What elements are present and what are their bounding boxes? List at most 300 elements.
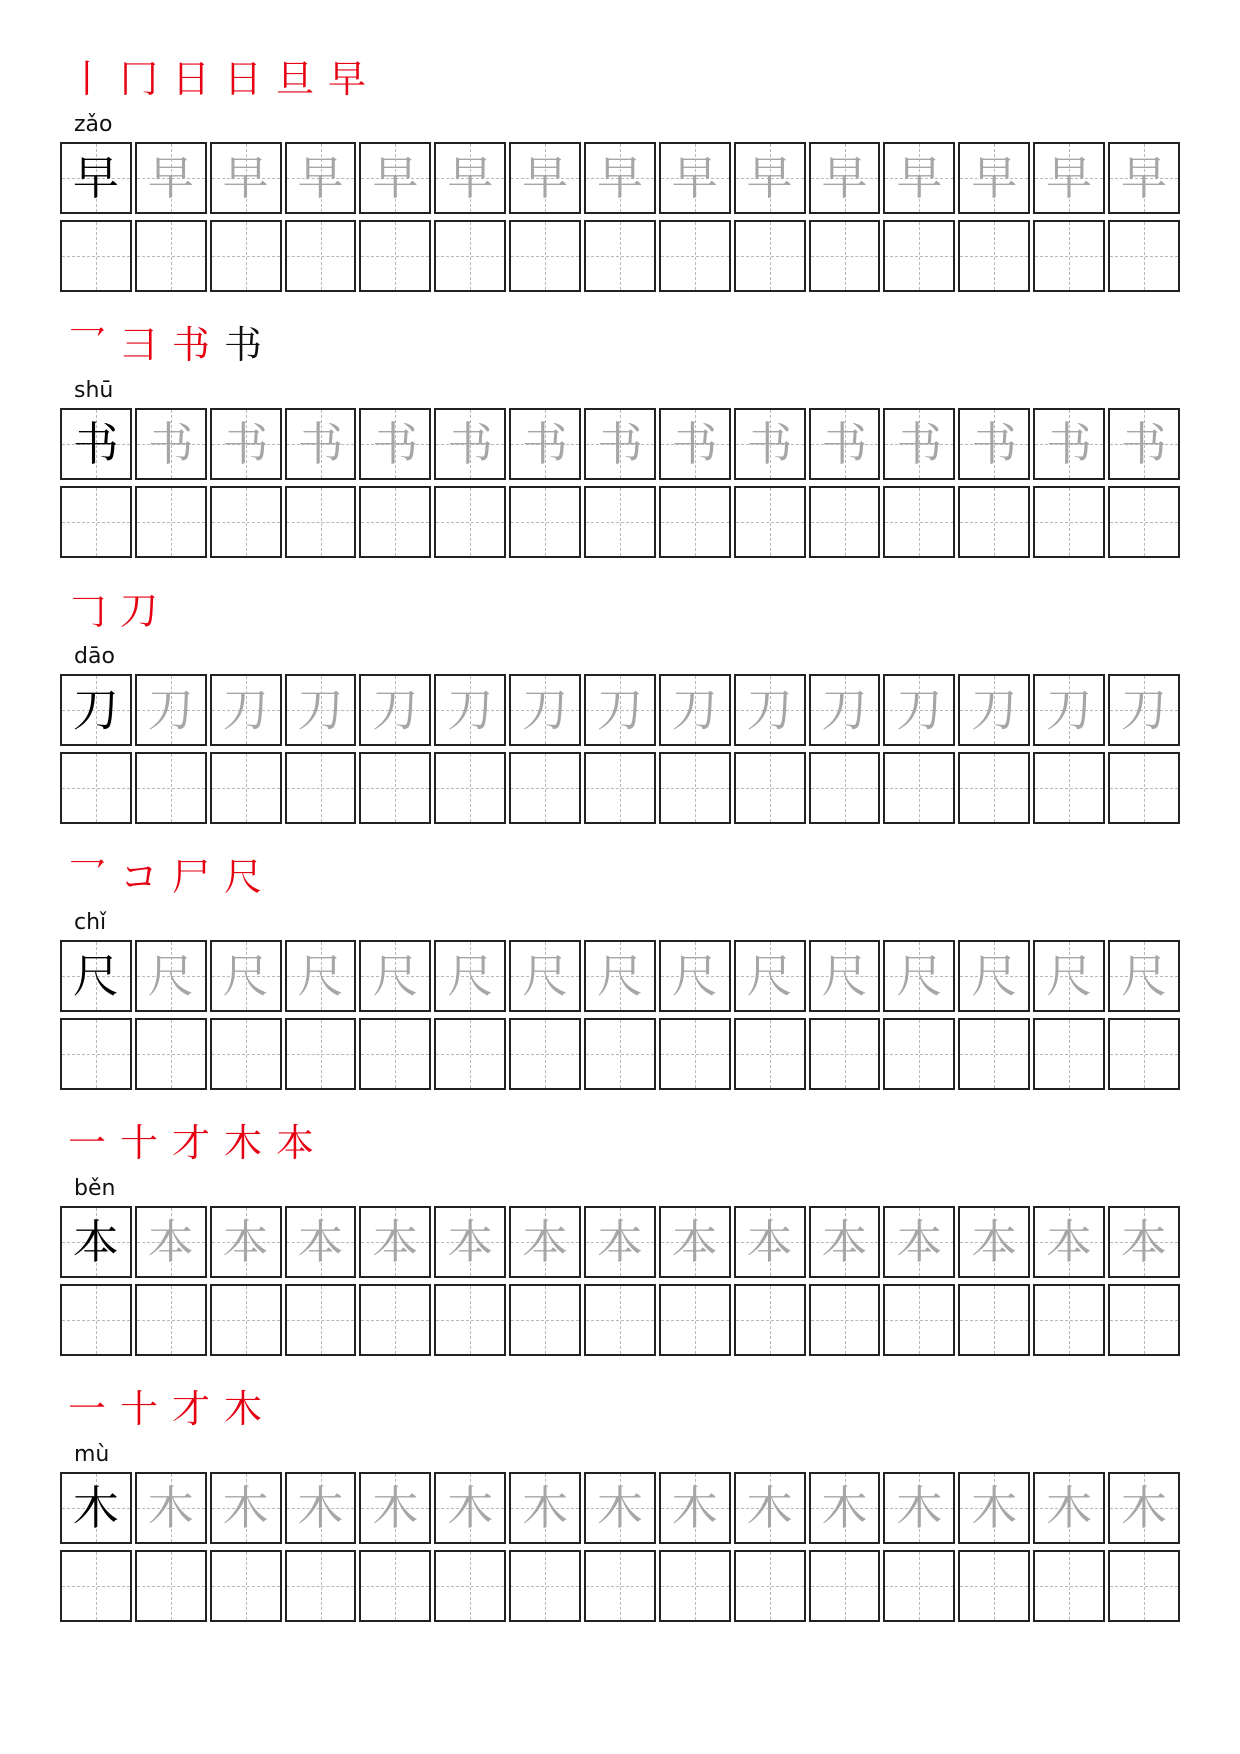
tracing-cell[interactable]: [509, 1472, 581, 1544]
model-cell[interactable]: [60, 1472, 132, 1544]
tracing-cell[interactable]: [734, 940, 806, 1012]
tracing-character: 本: [297, 1215, 344, 1269]
tracing-cell[interactable]: [135, 142, 207, 214]
tracing-character: 尺: [971, 949, 1018, 1003]
tracing-character: 早: [522, 151, 569, 205]
model-cell[interactable]: [60, 1206, 132, 1278]
practice-cell[interactable]: [509, 486, 581, 558]
tracing-cell[interactable]: [734, 408, 806, 480]
practice-cell[interactable]: [434, 220, 506, 292]
tracing-character: 木: [447, 1481, 494, 1535]
tracing-character: 本: [1046, 1215, 1093, 1269]
tracing-character: 早: [222, 151, 269, 205]
tracing-cell[interactable]: [958, 674, 1030, 746]
practice-cell[interactable]: [734, 1550, 806, 1622]
practice-row: [60, 220, 1180, 292]
practice-cell[interactable]: [1108, 1018, 1180, 1090]
tracing-cell[interactable]: [285, 1472, 357, 1544]
practice-cell[interactable]: [1033, 220, 1105, 292]
tracing-cell[interactable]: [434, 142, 506, 214]
model-cell[interactable]: [60, 408, 132, 480]
tracing-cell[interactable]: [584, 1206, 656, 1278]
tracing-cell[interactable]: [210, 408, 282, 480]
practice-cell[interactable]: [809, 752, 881, 824]
tracing-character: 木: [147, 1481, 194, 1535]
practice-cell[interactable]: [809, 220, 881, 292]
tracing-cell[interactable]: [734, 142, 806, 214]
pinyin-label: shū: [74, 378, 114, 403]
tracing-cell[interactable]: [135, 408, 207, 480]
practice-cell[interactable]: [359, 1284, 431, 1356]
stroke-step: 一: [67, 1121, 106, 1165]
tracing-cell[interactable]: [809, 142, 881, 214]
practice-cell[interactable]: [958, 1550, 1030, 1622]
tracing-character: 刀: [1120, 683, 1167, 737]
practice-cell[interactable]: [509, 1018, 581, 1090]
tracing-cell[interactable]: [359, 408, 431, 480]
tracing-cell[interactable]: [883, 142, 955, 214]
stroke-step: 早: [327, 57, 366, 101]
tracing-cell[interactable]: [584, 940, 656, 1012]
tracing-cell[interactable]: [434, 408, 506, 480]
tracing-character: 刀: [821, 683, 868, 737]
tracing-cell[interactable]: [883, 1472, 955, 1544]
tracing-character: 书: [971, 417, 1018, 471]
tracing-character: 本: [671, 1215, 718, 1269]
tracing-cell[interactable]: [958, 1472, 1030, 1544]
tracing-cell[interactable]: [1108, 408, 1180, 480]
practice-cell[interactable]: [659, 486, 731, 558]
tracing-cell[interactable]: [509, 940, 581, 1012]
tracing-row: [60, 940, 1180, 1012]
tracing-row: [60, 1206, 1180, 1278]
practice-cell[interactable]: [434, 1018, 506, 1090]
practice-cell[interactable]: [734, 1284, 806, 1356]
tracing-character: 本: [222, 1215, 269, 1269]
tracing-cell[interactable]: [434, 674, 506, 746]
tracing-character: 书: [447, 417, 494, 471]
practice-cell[interactable]: [285, 752, 357, 824]
model-cell[interactable]: [60, 940, 132, 1012]
tracing-cell[interactable]: [584, 142, 656, 214]
tracing-character: 早: [821, 151, 868, 205]
character-section-zǎo: [60, 52, 1180, 318]
tracing-cell[interactable]: [434, 1206, 506, 1278]
tracing-character: 早: [896, 151, 943, 205]
practice-cell[interactable]: [359, 752, 431, 824]
tracing-character: 本: [821, 1215, 868, 1269]
practice-cell[interactable]: [659, 1284, 731, 1356]
practice-cell[interactable]: [60, 220, 132, 292]
tracing-cell[interactable]: [584, 674, 656, 746]
practice-cell[interactable]: [60, 1284, 132, 1356]
model-character: 书: [72, 417, 119, 471]
practice-cell[interactable]: [1108, 486, 1180, 558]
practice-row: [60, 1018, 1180, 1090]
tracing-cell[interactable]: [584, 1472, 656, 1544]
tracing-cell[interactable]: [958, 142, 1030, 214]
character-section-chǐ: [60, 850, 1180, 1116]
tracing-cell[interactable]: [135, 1206, 207, 1278]
practice-row: [60, 1550, 1180, 1622]
model-character: 尺: [72, 949, 119, 1003]
tracing-character: 早: [297, 151, 344, 205]
practice-cell[interactable]: [285, 486, 357, 558]
tracing-cell[interactable]: [1033, 142, 1105, 214]
tracing-character: 书: [1120, 417, 1167, 471]
worksheet: [60, 52, 1180, 1648]
tracing-cell[interactable]: [359, 940, 431, 1012]
practice-cell[interactable]: [659, 220, 731, 292]
practice-cell[interactable]: [584, 1284, 656, 1356]
tracing-character: 刀: [297, 683, 344, 737]
practice-cell[interactable]: [509, 220, 581, 292]
practice-cell[interactable]: [1108, 1550, 1180, 1622]
tracing-character: 早: [596, 151, 643, 205]
practice-cell[interactable]: [1033, 1284, 1105, 1356]
tracing-cell[interactable]: [659, 1206, 731, 1278]
practice-cell[interactable]: [1033, 486, 1105, 558]
practice-cell[interactable]: [584, 486, 656, 558]
tracing-cell[interactable]: [809, 674, 881, 746]
practice-cell[interactable]: [883, 1018, 955, 1090]
tracing-cell[interactable]: [285, 1206, 357, 1278]
tracing-character: 早: [971, 151, 1018, 205]
tracing-character: 木: [1120, 1481, 1167, 1535]
tracing-character: 本: [746, 1215, 793, 1269]
practice-cell[interactable]: [1033, 1550, 1105, 1622]
stroke-step: 才: [171, 1387, 210, 1431]
tracing-cell[interactable]: [584, 408, 656, 480]
tracing-row: [60, 408, 1180, 480]
tracing-character: 本: [147, 1215, 194, 1269]
tracing-cell[interactable]: [285, 142, 357, 214]
tracing-cell[interactable]: [509, 142, 581, 214]
tracing-cell[interactable]: [135, 1472, 207, 1544]
tracing-cell[interactable]: [883, 940, 955, 1012]
tracing-cell[interactable]: [659, 142, 731, 214]
tracing-character: 刀: [746, 683, 793, 737]
tracing-character: 书: [522, 417, 569, 471]
practice-row: [60, 1284, 1180, 1356]
practice-cell[interactable]: [359, 220, 431, 292]
practice-cell[interactable]: [509, 1550, 581, 1622]
tracing-cell[interactable]: [1033, 1206, 1105, 1278]
practice-cell[interactable]: [434, 752, 506, 824]
model-cell[interactable]: [60, 142, 132, 214]
stroke-step: 书: [223, 323, 262, 367]
practice-cell[interactable]: [584, 1550, 656, 1622]
practice-cell[interactable]: [1033, 752, 1105, 824]
tracing-cell[interactable]: [734, 1206, 806, 1278]
tracing-cell[interactable]: [1033, 940, 1105, 1012]
tracing-character: 刀: [447, 683, 494, 737]
tracing-cell[interactable]: [135, 674, 207, 746]
practice-cell[interactable]: [210, 1018, 282, 1090]
model-character: 木: [72, 1481, 119, 1535]
tracing-character: 刀: [896, 683, 943, 737]
tracing-cell[interactable]: [210, 940, 282, 1012]
practice-cell[interactable]: [883, 486, 955, 558]
practice-cell[interactable]: [210, 486, 282, 558]
practice-cell[interactable]: [809, 1284, 881, 1356]
practice-cell[interactable]: [958, 486, 1030, 558]
tracing-cell[interactable]: [285, 674, 357, 746]
tracing-character: 早: [746, 151, 793, 205]
tracing-cell[interactable]: [659, 1472, 731, 1544]
tracing-character: 刀: [147, 683, 194, 737]
practice-cell[interactable]: [285, 1284, 357, 1356]
stroke-step: 书: [171, 323, 210, 367]
tracing-cell[interactable]: [883, 674, 955, 746]
tracing-character: 书: [596, 417, 643, 471]
stroke-step: 本: [275, 1121, 314, 1165]
tracing-character: 木: [746, 1481, 793, 1535]
stroke-step: 一: [67, 1387, 106, 1431]
practice-cell[interactable]: [285, 220, 357, 292]
model-character: 早: [72, 151, 119, 205]
tracing-character: 本: [971, 1215, 1018, 1269]
tracing-cell[interactable]: [734, 674, 806, 746]
stroke-step: 乛: [67, 323, 106, 367]
practice-cell[interactable]: [958, 752, 1030, 824]
tracing-cell[interactable]: [734, 1472, 806, 1544]
tracing-character: 木: [971, 1481, 1018, 1535]
stroke-order: [60, 584, 1180, 634]
model-cell[interactable]: [60, 674, 132, 746]
practice-cell[interactable]: [135, 1550, 207, 1622]
pinyin-label: běn: [74, 1176, 116, 1201]
stroke-step: 日: [223, 57, 262, 101]
tracing-character: 本: [896, 1215, 943, 1269]
stroke-step: コ: [119, 855, 158, 899]
tracing-cell[interactable]: [210, 142, 282, 214]
practice-cell[interactable]: [734, 1018, 806, 1090]
practice-cell[interactable]: [210, 1550, 282, 1622]
tracing-cell[interactable]: [883, 1206, 955, 1278]
practice-cell[interactable]: [734, 486, 806, 558]
practice-cell[interactable]: [1108, 1284, 1180, 1356]
tracing-character: 木: [522, 1481, 569, 1535]
tracing-cell[interactable]: [1033, 1472, 1105, 1544]
practice-cell[interactable]: [434, 486, 506, 558]
practice-cell[interactable]: [359, 1550, 431, 1622]
tracing-character: 木: [596, 1481, 643, 1535]
practice-cell[interactable]: [509, 1284, 581, 1356]
tracing-cell[interactable]: [210, 674, 282, 746]
pinyin-label: chǐ: [74, 910, 107, 935]
tracing-cell[interactable]: [509, 674, 581, 746]
tracing-cell[interactable]: [1108, 940, 1180, 1012]
tracing-cell[interactable]: [1108, 674, 1180, 746]
tracing-cell[interactable]: [359, 1206, 431, 1278]
tracing-cell[interactable]: [1108, 142, 1180, 214]
character-section-běn: [60, 1116, 1180, 1382]
tracing-cell[interactable]: [135, 940, 207, 1012]
practice-cell[interactable]: [883, 220, 955, 292]
tracing-character: 早: [671, 151, 718, 205]
tracing-cell[interactable]: [883, 408, 955, 480]
stroke-step: 日: [171, 57, 210, 101]
practice-cell[interactable]: [285, 1550, 357, 1622]
character-section-shū: [60, 318, 1180, 584]
tracing-cell[interactable]: [958, 940, 1030, 1012]
practice-cell[interactable]: [958, 220, 1030, 292]
tracing-character: 本: [596, 1215, 643, 1269]
tracing-character: 木: [222, 1481, 269, 1535]
tracing-cell[interactable]: [1033, 408, 1105, 480]
practice-cell[interactable]: [509, 752, 581, 824]
stroke-step: 尺: [223, 855, 262, 899]
practice-cell[interactable]: [809, 1550, 881, 1622]
tracing-row: [60, 1472, 1180, 1544]
tracing-cell[interactable]: [359, 142, 431, 214]
stroke-step: ⺕: [119, 323, 158, 367]
practice-cell[interactable]: [659, 1550, 731, 1622]
tracing-character: 书: [372, 417, 419, 471]
tracing-cell[interactable]: [958, 1206, 1030, 1278]
tracing-cell[interactable]: [809, 940, 881, 1012]
practice-cell[interactable]: [734, 752, 806, 824]
practice-cell[interactable]: [210, 1284, 282, 1356]
tracing-character: 早: [1046, 151, 1093, 205]
model-character: 刀: [72, 683, 119, 737]
practice-cell[interactable]: [1108, 220, 1180, 292]
practice-cell[interactable]: [135, 220, 207, 292]
practice-cell[interactable]: [359, 1018, 431, 1090]
practice-cell[interactable]: [659, 1018, 731, 1090]
practice-cell[interactable]: [60, 1018, 132, 1090]
tracing-cell[interactable]: [509, 408, 581, 480]
practice-cell[interactable]: [60, 752, 132, 824]
model-character: 本: [72, 1215, 119, 1269]
tracing-character: 木: [372, 1481, 419, 1535]
character-section-mù: [60, 1382, 1180, 1648]
tracing-character: 书: [821, 417, 868, 471]
stroke-step: 木: [223, 1121, 262, 1165]
practice-cell[interactable]: [659, 752, 731, 824]
practice-cell[interactable]: [958, 1018, 1030, 1090]
tracing-character: 刀: [522, 683, 569, 737]
tracing-character: 书: [222, 417, 269, 471]
tracing-cell[interactable]: [434, 1472, 506, 1544]
tracing-character: 木: [1046, 1481, 1093, 1535]
tracing-character: 书: [1046, 417, 1093, 471]
practice-cell[interactable]: [883, 1284, 955, 1356]
practice-cell[interactable]: [584, 752, 656, 824]
tracing-cell[interactable]: [809, 1472, 881, 1544]
tracing-cell[interactable]: [809, 1206, 881, 1278]
tracing-cell[interactable]: [1108, 1472, 1180, 1544]
tracing-cell[interactable]: [1108, 1206, 1180, 1278]
tracing-character: 尺: [896, 949, 943, 1003]
tracing-character: 书: [671, 417, 718, 471]
practice-cell[interactable]: [434, 1550, 506, 1622]
tracing-character: 本: [1120, 1215, 1167, 1269]
tracing-cell[interactable]: [285, 408, 357, 480]
tracing-character: 尺: [447, 949, 494, 1003]
tracing-character: 尺: [372, 949, 419, 1003]
tracing-character: 本: [372, 1215, 419, 1269]
stroke-step: 旦: [275, 57, 314, 101]
practice-cell[interactable]: [584, 1018, 656, 1090]
stroke-step: 丨: [67, 57, 106, 101]
tracing-cell[interactable]: [509, 1206, 581, 1278]
tracing-character: 尺: [522, 949, 569, 1003]
stroke-order: [60, 1116, 1180, 1166]
tracing-character: 书: [147, 417, 194, 471]
tracing-cell[interactable]: [659, 674, 731, 746]
tracing-cell[interactable]: [285, 940, 357, 1012]
tracing-character: 尺: [1120, 949, 1167, 1003]
practice-cell[interactable]: [60, 486, 132, 558]
tracing-character: 本: [447, 1215, 494, 1269]
tracing-character: 木: [896, 1481, 943, 1535]
practice-cell[interactable]: [1108, 752, 1180, 824]
practice-cell[interactable]: [135, 486, 207, 558]
practice-cell[interactable]: [135, 1284, 207, 1356]
tracing-cell[interactable]: [434, 940, 506, 1012]
tracing-cell[interactable]: [210, 1206, 282, 1278]
practice-cell[interactable]: [1033, 1018, 1105, 1090]
practice-cell[interactable]: [883, 752, 955, 824]
tracing-cell[interactable]: [809, 408, 881, 480]
practice-cell[interactable]: [584, 220, 656, 292]
practice-cell[interactable]: [210, 752, 282, 824]
tracing-cell[interactable]: [659, 940, 731, 1012]
stroke-step: 才: [171, 1121, 210, 1165]
practice-cell[interactable]: [434, 1284, 506, 1356]
tracing-cell[interactable]: [210, 1472, 282, 1544]
tracing-cell[interactable]: [659, 408, 731, 480]
practice-sections: [60, 52, 1180, 1648]
tracing-character: 早: [447, 151, 494, 205]
tracing-character: 本: [522, 1215, 569, 1269]
practice-cell[interactable]: [883, 1550, 955, 1622]
tracing-character: 书: [297, 417, 344, 471]
tracing-character: 尺: [1046, 949, 1093, 1003]
practice-cell[interactable]: [135, 1018, 207, 1090]
practice-cell[interactable]: [958, 1284, 1030, 1356]
tracing-character: 尺: [671, 949, 718, 1003]
tracing-cell[interactable]: [958, 408, 1030, 480]
character-section-dāo: [60, 584, 1180, 850]
tracing-character: 刀: [971, 683, 1018, 737]
practice-cell[interactable]: [135, 752, 207, 824]
tracing-character: 刀: [596, 683, 643, 737]
tracing-cell[interactable]: [1033, 674, 1105, 746]
practice-cell[interactable]: [210, 220, 282, 292]
practice-cell[interactable]: [809, 486, 881, 558]
tracing-character: 书: [896, 417, 943, 471]
stroke-step: 𠃌: [67, 589, 106, 633]
practice-cell[interactable]: [734, 220, 806, 292]
practice-cell[interactable]: [285, 1018, 357, 1090]
tracing-character: 早: [1120, 151, 1167, 205]
tracing-cell[interactable]: [359, 1472, 431, 1544]
stroke-order: [60, 1382, 1180, 1432]
stroke-step: 尸: [171, 855, 210, 899]
tracing-character: 刀: [671, 683, 718, 737]
practice-cell[interactable]: [60, 1550, 132, 1622]
tracing-cell[interactable]: [359, 674, 431, 746]
practice-cell[interactable]: [359, 486, 431, 558]
tracing-row: [60, 142, 1180, 214]
practice-cell[interactable]: [809, 1018, 881, 1090]
stroke-order: [60, 850, 1180, 900]
tracing-character: 刀: [1046, 683, 1093, 737]
stroke-step: 刀: [119, 589, 158, 633]
